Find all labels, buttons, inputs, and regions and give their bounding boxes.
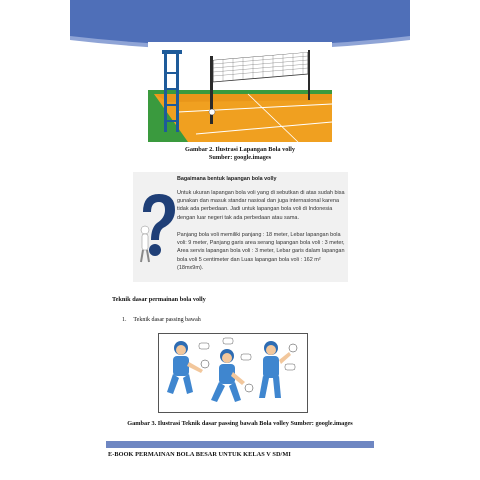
list-item-number: 1. [122, 317, 127, 323]
section-heading: Teknik dasar permainan bola volly [112, 296, 206, 303]
player-figure [167, 341, 209, 394]
figure-caption-title: Gambar 2. Ilustrasi Lapangan Bola volly [184, 146, 296, 153]
info-box-title: Bagaimana bentuk lapangan bola volly [177, 176, 277, 182]
volleyball-court-image [148, 42, 332, 142]
list-item [122, 317, 201, 323]
player-figure [259, 341, 297, 398]
footer-title: E-BOOK PERMAINAN BOLA BESAR UNTUK KELAS V SD/MI [108, 451, 291, 458]
top-wave-banner [0, 0, 480, 48]
info-paragraph-standard: Untuk ukuran lapangan bola voli yang di sebutkan di atas sudah bisa gunakan dan masuk standar nasioal dan juga internasional karena tidak ada perbedaan. Jadi untuk lapangan bola voli di Indonesia dengan luar negeri tak ada perbedaan atau sama. [177, 190, 345, 221]
question-mark-figure-icon [137, 190, 177, 266]
figure-caption [0, 146, 480, 162]
list-item-label: Teknik dasar passing bawah [133, 317, 201, 323]
footer-divider-bar [106, 441, 374, 448]
figure-caption-passing: Gambar 3. Ilustrasi Teknik dasar passing bawah Bola volley Sumber: google.images [127, 420, 353, 427]
underhand-passing-image [158, 333, 308, 413]
player-figure [211, 338, 253, 402]
info-paragraph-dimensions: Panjang bola voli memiliki panjang : 18 meter, Lebar lapangan bola voli: 9 meter, Panjang garis area serang lapangan bola voli : 3 meter, Area servis lapangan bola voli : 3 meter, Lebar garis dalam lapangan bola voli 5 centimeter dan Luas lapangan bola voli : 162 m² (18mx9m). [177, 232, 345, 271]
figure-caption-source: Sumber: google.images [208, 154, 272, 161]
court-info-box [133, 172, 348, 282]
